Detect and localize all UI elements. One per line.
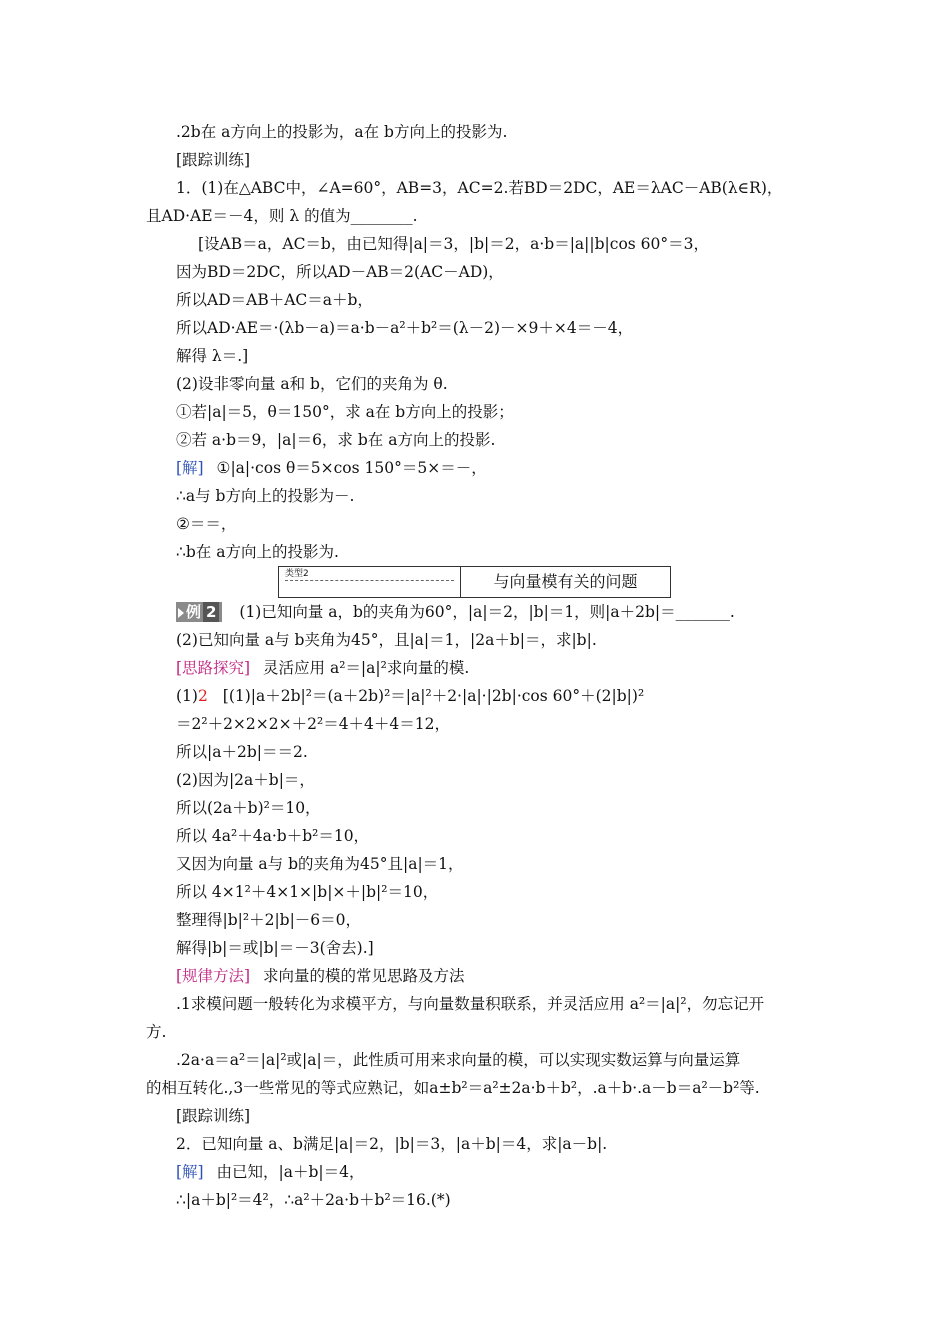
problem-2: 2．已知向量 a、b满足|a|＝2，|b|＝3，|a＋b|＝4，求|a－b|.	[176, 1135, 608, 1153]
section-label-tracking: [跟踪训练]	[176, 151, 251, 169]
solution-line: 所以 4×1²＋4×1×|b|×＋|b|²＝10，	[176, 883, 439, 901]
method-point-1-cont: 方.	[146, 1023, 167, 1041]
answer-value: 2	[197, 687, 208, 705]
idea-tag: [思路探究]	[176, 659, 251, 677]
solution-line: 所以|a＋2b|＝＝2.	[176, 743, 308, 761]
example-2-line: 例 2 (1)已知向量 a，b的夹角为60°，|a|＝2，|b|＝1，则|a＋2b|＝_______.	[176, 602, 735, 622]
triangle-icon	[178, 608, 184, 618]
problem-1-2-part2: ②若 a·b＝9，|a|＝6，求 b在 a方向上的投影.	[176, 431, 496, 449]
method-line: [规律方法] 求向量的模的常见思路及方法	[176, 967, 465, 985]
method-tag: [规律方法]	[176, 967, 251, 985]
solution-line: ＝2²＋2×2×2×＋2²＝4＋4＋4＝12，	[176, 715, 451, 733]
section-label-tracking-2: [跟踪训练]	[176, 1107, 251, 1125]
solution-line: 解得|b|＝或|b|＝－3(舍去).]	[176, 939, 374, 957]
solution-line: [解] 由已知，|a＋b|＝4，	[176, 1163, 365, 1181]
method-point-1: .1求模问题一般转化为求模平方，与向量数量积联系，并灵活应用 a²＝|a|²，勿忘记开	[176, 995, 765, 1013]
solution-line: 因为BD＝2DC，所以AD－AB＝2(AC－AD)，	[176, 263, 504, 281]
solution-line: (2)因为|2a＋b|＝，	[176, 771, 315, 789]
type-heading-title: 与向量模有关的问题	[493, 572, 638, 591]
solution-line: [解] ①|a|·cos θ＝5×cos 150°＝5×＝－，	[176, 459, 487, 477]
type-heading-small-label: 类型2	[285, 569, 309, 579]
solution-line: 解得 λ＝.]	[176, 347, 249, 365]
type-heading-box	[278, 566, 671, 598]
solution-line: 所以AD·AE＝·(λb－a)＝a·b－a²＋b²＝(λ－2)－×9＋×4＝－4，	[176, 319, 634, 337]
example-badge: 例 2	[176, 602, 222, 622]
solution-line: ②＝＝，	[176, 515, 237, 533]
text-line: .2b在 a方向上的投影为，a在 b方向上的投影为.	[176, 123, 508, 141]
solution-line: ∴|a＋b|²＝4²，∴a²＋2a·b＋b²＝16.(*)	[176, 1191, 451, 1209]
problem-1-1: 1．(1)在△ABC中，∠A=60°，AB=3，AC=2.若BD＝2DC，AE＝λAC－AB(λ∈R)，	[176, 179, 783, 197]
type-heading-label-cell	[279, 567, 461, 597]
solution-line: 所以 4a²＋4a·b＋b²＝10，	[176, 827, 370, 845]
solution-line: 整理得|b|²＋2|b|－6＝0，	[176, 911, 362, 929]
example-2-part2: (2)已知向量 a与 b夹角为45°，且|a|＝1，|2a＋b|＝，求|b|.	[176, 631, 597, 649]
solution-line: ∴b在 a方向上的投影为.	[176, 543, 339, 561]
solution-tag: [解]	[176, 1163, 204, 1181]
solution-line: 所以(2a＋b)²＝10，	[176, 799, 321, 817]
idea-line: [思路探究] 灵活应用 a²＝|a|²求向量的模.	[176, 659, 470, 677]
answer-line: (1)2 [(1)|a＋2b|²＝(a＋2b)²＝|a|²＋2·|a|·|2b|·cos 60°＋(2|b|)²	[176, 687, 645, 705]
type-heading-dashed-rule	[285, 580, 454, 581]
solution-tag: [解]	[176, 459, 204, 477]
solution-line: 所以AD＝AB＋AC＝a＋b，	[176, 291, 373, 309]
problem-1-2: (2)设非零向量 a和 b，它们的夹角为 θ.	[176, 375, 448, 393]
solution-line: 又因为向量 a与 b的夹角为45°且|a|＝1，	[176, 855, 464, 873]
solution-line: [设AB＝a，AC＝b，由已知得|a|＝3，|b|＝2，a·b＝|a||b|cos 60°＝3，	[198, 235, 709, 253]
problem-1-1-cont: 且AD·AE＝－4，则 λ 的值为________.	[146, 207, 418, 225]
method-point-2-cont: 的相互转化.,3一些常见的等式应熟记，如a±b²＝a²±2a·b＋b²，.a＋b·.a－b＝a²－b²等.	[146, 1079, 760, 1097]
problem-1-2-part1: ①若|a|＝5，θ＝150°，求 a在 b方向上的投影；	[176, 403, 514, 421]
solution-line: ∴a与 b方向上的投影为－.	[176, 487, 355, 505]
method-point-2: .2a·a＝a²＝|a|²或|a|＝，此性质可用来求向量的模，可以实现实数运算与向量运算	[176, 1051, 741, 1069]
